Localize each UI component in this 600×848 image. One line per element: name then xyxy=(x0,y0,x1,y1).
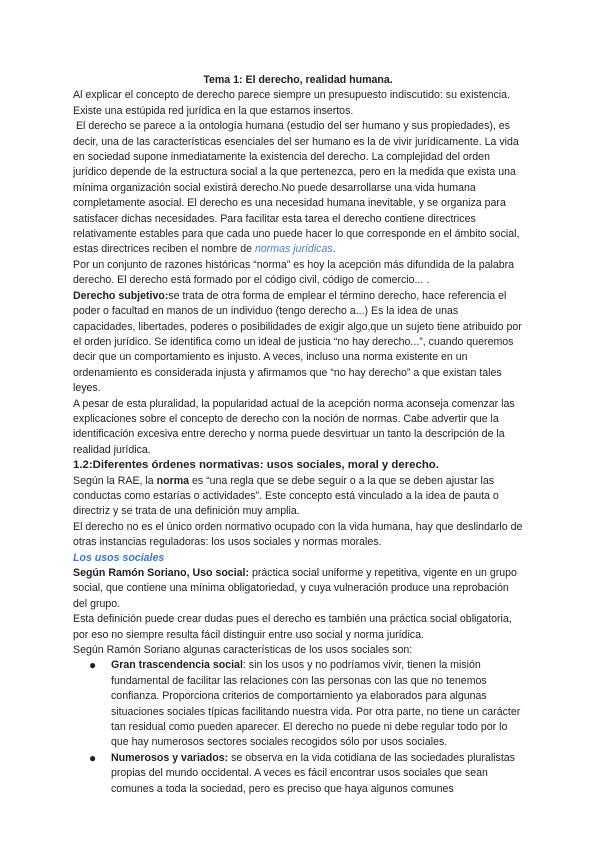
subheading-usos-sociales: Los usos sociales xyxy=(73,551,165,564)
bullet-list-caracteristicas xyxy=(73,658,523,797)
document-title: Tema 1: El derecho, realidad humana. xyxy=(203,74,393,86)
paragraph-intro: Al explicar el concepto de derecho parece siempre un presupuesto indiscutido: su existencia. Existe una estúpida red jurídica en la que estamos insertos. xyxy=(73,89,510,117)
paragraph-ontology xyxy=(73,119,523,258)
derecho-subjetivo-label: Derecho subjetivo: xyxy=(73,289,169,302)
rae-text-end: es “una regla que se debe seguir o a la que se deben ajustar las conductas como estarías o actividades”. Este concepto está vinculado a la idea de pauta o directriz y se trata de una definición muy amplia. xyxy=(73,474,499,518)
paragraph-pluralidad: A pesar de esta pluralidad, la popularidad actual de la acepción norma aconseja comenzar las explicaciones sobre el concepto de derecho con la noción de normas. Cabe advertir que la identificación excesiva entre derecho y norma puede desvirtuar un tanto la descripción de la realidad jurídica. xyxy=(73,397,515,456)
uso-social-text: práctica social uniforme y repetitiva, vigente en un grupo social, que contiene una mínima obligatoriedad, y cuya vulneración produce una reprobación del grupo. xyxy=(73,567,517,610)
rae-text-start: Según la RAE, la xyxy=(73,474,157,487)
paragraph-caracteristicas: Según Ramón Soriano algunas características de los usos sociales son: xyxy=(73,644,413,657)
list-item xyxy=(73,658,523,750)
bullet-icon: ● xyxy=(89,658,97,673)
bullet-label: Gran trascendencia social xyxy=(111,659,243,672)
term-normas-juridicas: normas jurídicas xyxy=(254,243,333,256)
list-item xyxy=(73,751,523,797)
bullet-text: se observa en la vida cotidiana de las sociedades pluralistas propias del mundo occidental. A veces es fácil encontrar usos sociales que sean comunes a toda la sociedad, pero es preciso que haya algunos comunes xyxy=(111,751,515,795)
bullet-text: : sin los usos y no podríamos vivir, tienen la misión fundamental de facilitar las relaciones con las personas con las que no tenemos confianza. Proporciona criterios de comportamiento ya elaborados para algunas situaciones sociales típicas facilitando nuestra vida. Por otra parte, no tiene un carácter tan residual como pueden aparecer. El derecho no puede ni debe regular todo por lo que hay numerosos sectores sociales recogidos sólo por usos sociales. xyxy=(111,659,521,749)
term-norma: norma xyxy=(156,474,190,487)
paragraph-norma-history: Por un conjunto de razones históricas “norma” es hoy la acepción más difundida de la palabra derecho. El derecho está formado por el código civil, código de comercio... . xyxy=(73,258,515,287)
paragraph-ontology-text: El derecho se parece a la ontología humana (estudio del ser humano y sus propiedades), es decir, una de las características esenciales del ser humano es la de vivir jurídicamente. La vida en sociedad supone inmediatamente la existencia del derecho. La complejidad del orden jurídico depende de la estructura social a la que pertenezca, pero en la medida que exista una mínima organización social existirá derecho.No puede desarrollarse una vida humana completamente asocial. El derecho es una necesidad humana inevitable, y se organiza para satisfacer dichas necesidades. Para facilitar esta tarea el derecho contiene directrices relativamente estables para que cada uno puede hacer lo que corresponde en el ámbito social, estas directrices reciben el nombre de xyxy=(73,120,520,256)
section-heading-ordenes: 1.2:Diferentes órdenes normativas: usos sociales, moral y derecho. xyxy=(73,459,439,472)
paragraph-ontology-end: . xyxy=(332,243,336,256)
paragraph-dudas: Esta definición puede crear dudas pues el derecho es también una práctica social obligatoria, por eso no siempre resulta fácil distinguir entre uso social y norma jurídica. xyxy=(73,613,512,641)
document-body xyxy=(73,73,523,797)
uso-social-label: Según Ramón Soriano, Uso social: xyxy=(73,567,250,579)
paragraph-derecho-subjetivo xyxy=(73,289,523,397)
bullet-label: Numerosos y variados: xyxy=(111,751,229,764)
paragraph-uso-social-definition xyxy=(73,566,523,612)
derecho-subjetivo-text: se trata de otra forma de emplear el término derecho, hace referencia el poder o facultad en manos de un individuo (tengo derecho a...) Es la idea de unas capacidades, libertades, poderes o posibilidades de exigir algo,que un sujeto tiene atribuido por el orden jurídico. Se identifica como un ideal de justicia “no hay derecho...”, cuando queremos decir que un comportamiento es injusto. A veces, incluso una norma existente en un ordenamiento es considerada injusta y afirmamos que “no hay derecho” a que existan tales leyes. xyxy=(73,289,522,395)
paragraph-orden-normativo: El derecho no es el único orden normativo ocupado con la vida humana, hay que deslindarlo de otras instancias reguladoras: los usos sociales y normas morales. xyxy=(73,520,523,549)
paragraph-rae xyxy=(73,474,523,520)
bullet-icon: ● xyxy=(89,750,97,765)
